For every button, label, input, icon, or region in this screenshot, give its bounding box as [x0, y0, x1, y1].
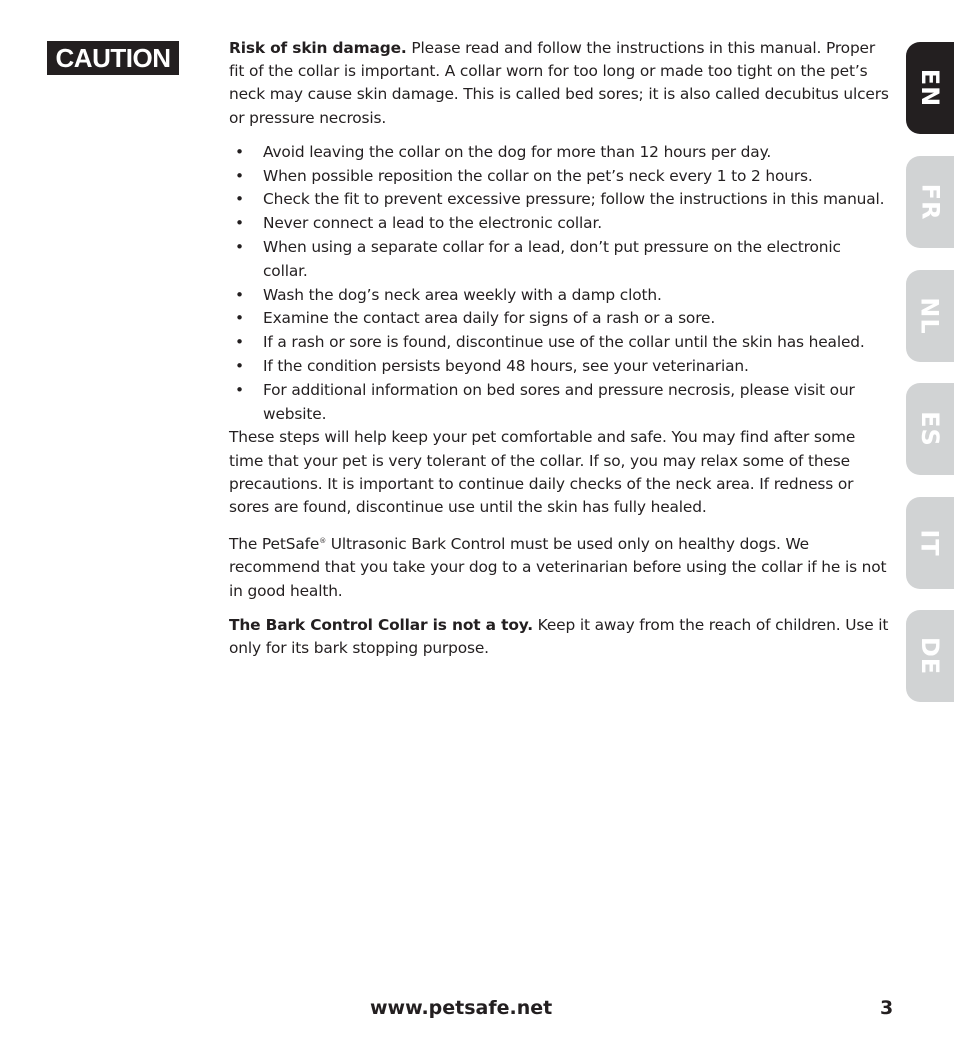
caution-label: CAUTION	[47, 41, 179, 75]
tab-en[interactable]	[906, 42, 954, 134]
tab-nl[interactable]	[906, 270, 954, 362]
tab-label: FR	[916, 183, 944, 221]
tab-label: NL	[915, 297, 944, 335]
intro-paragraph	[229, 37, 889, 130]
list-item: • Avoid leaving the collar on the dog for more than 12 hours per day.	[229, 141, 889, 165]
footer-website-link[interactable]: www.petsafe.net	[370, 997, 553, 1019]
list-item: • If the condition persists beyond 48 hours, see your veterinarian.	[229, 355, 889, 379]
safety-steps-paragraph: These steps will help keep your pet comfortable and safe. You may find after some time that your pet is very tolerant of the collar. If so, you may relax some of these precautions. It is important to continue daily checks of the neck area. If redness or sores are found, discontinue use until the skin has fully healed.	[229, 428, 856, 516]
not-a-toy-paragraph	[229, 614, 889, 660]
list-item: • Wash the dog’s neck area weekly with a damp cloth.	[229, 284, 889, 308]
tab-label: IT	[916, 529, 944, 557]
tab-fr[interactable]	[906, 156, 954, 248]
tab-label: ES	[916, 411, 944, 447]
list-item: • When possible reposition the collar on the pet’s neck every 1 to 2 hours.	[229, 165, 889, 189]
precautions-list	[229, 141, 889, 427]
list-item: • For additional information on bed sores and pressure necrosis, please visit our website.	[229, 379, 889, 427]
petsafe-paragraph	[229, 530, 889, 603]
list-item: • Check the fit to prevent excessive pressure; follow the instructions in this manual.	[229, 188, 889, 212]
tab-es[interactable]	[906, 383, 954, 475]
tab-label: DE	[915, 636, 944, 676]
list-item: • If a rash or sore is found, discontinue use of the collar until the skin has healed.	[229, 331, 889, 355]
not-a-toy-text: Keep it away from the reach of children. Use it only for its bark stopping purpose.	[229, 615, 889, 657]
tab-it[interactable]	[906, 497, 954, 589]
intro-heading: Risk of skin damage.	[229, 39, 407, 57]
page-number: 3	[880, 997, 894, 1019]
tab-de[interactable]	[906, 610, 954, 702]
list-item: • When using a separate collar for a lead, don’t put pressure on the electronic collar.	[229, 236, 889, 284]
petsafe-body-text: Ultrasonic Bark Control must be used only on healthy dogs. We recommend that you take your dog to a veterinarian before using the collar if he is not in good health.	[229, 535, 887, 600]
petsafe-brand-text: The PetSafe	[229, 535, 320, 554]
list-item: • Examine the contact area daily for signs of a rash or a sore.	[229, 307, 889, 331]
not-a-toy-heading: The Bark Control Collar is not a toy.	[229, 615, 533, 634]
caution-content	[229, 37, 889, 660]
intro-text: Please read and follow the instructions in this manual. Proper fit of the collar is important. A collar worn for too long or made too tight on the pet’s neck may cause skin damage. This is called bed sores; it is also called decubitus ulcers or pressure necrosis.	[229, 39, 889, 127]
registered-mark: ®	[319, 537, 327, 546]
list-item: • Never connect a lead to the electronic collar.	[229, 212, 889, 236]
tab-label: EN	[915, 68, 944, 108]
